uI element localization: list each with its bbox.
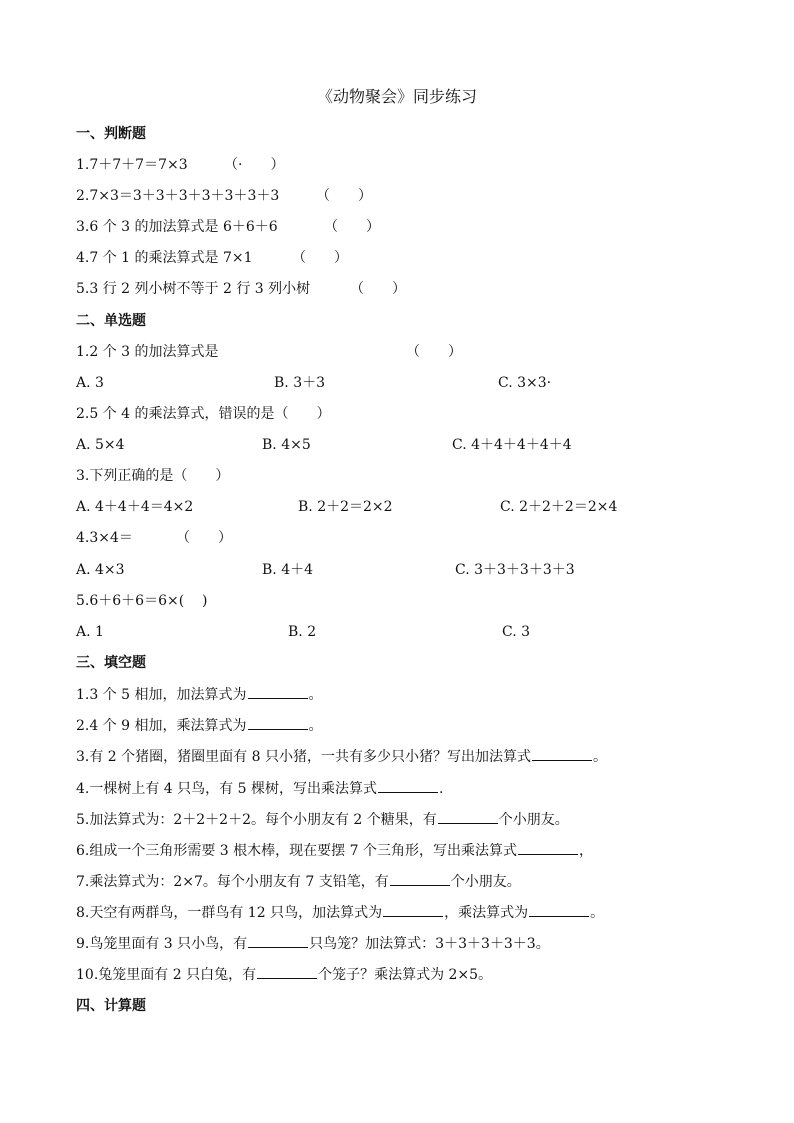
question-text: 。: [590, 905, 605, 921]
choice-5-option-a: A. 1: [76, 624, 104, 640]
answer-blank[interactable]: [518, 840, 578, 855]
question-text: 2.4 个 9 相加，乘法算式为: [76, 718, 247, 734]
question-text: 只鸟笼？加法算式：3＋3＋3＋3＋3。: [309, 936, 550, 952]
choice-3-option-c: C. 2＋2＋2＝2×4: [500, 499, 618, 515]
answer-blank[interactable]: [390, 871, 450, 886]
section-judge-heading: 一、判断题: [76, 126, 146, 142]
judge-question-3: [76, 217, 380, 237]
question-text: 3.6 个 3 的加法算式是 6＋6＋6: [76, 219, 278, 235]
question-text: 。: [308, 718, 323, 734]
fill-question-9: [76, 933, 550, 954]
answer-paren: （· ）: [224, 157, 285, 173]
page-title: 《动物聚会》同步练习: [316, 87, 477, 106]
fill-question-3: [76, 746, 607, 767]
question-text: 1.3 个 5 相加，加法算式为: [76, 687, 247, 703]
answer-blank[interactable]: [532, 746, 592, 761]
choice-question-3: 3.下列正确的是（ ）: [76, 468, 230, 484]
question-text: 4.3×4＝: [76, 530, 133, 546]
choice-4-option-c: C. 3＋3＋3＋3＋3: [455, 562, 575, 578]
fill-question-10: [76, 964, 492, 985]
fill-question-5: [76, 809, 569, 830]
question-text: 5.3 行 2 列小树不等于 2 行 3 列小树: [76, 281, 311, 297]
answer-blank[interactable]: [378, 778, 438, 793]
choice-question-5: 5.6＋6＋6＝6×( ): [76, 593, 208, 609]
question-text: 4.一棵树上有 4 只鸟，有 5 棵树，写出乘法算式: [76, 781, 377, 797]
fill-question-1: [76, 684, 323, 705]
choice-4-option-a: A. 4×3: [76, 562, 125, 578]
choice-5-option-b: B. 2: [288, 624, 317, 640]
answer-paren: （ ）: [406, 344, 462, 360]
choice-2-option-c: C. 4＋4＋4＋4＋4: [452, 437, 572, 453]
judge-question-1: [76, 155, 285, 175]
fill-question-2: [76, 715, 323, 736]
question-text: 1.7＋7＋7＝7×3: [76, 157, 188, 173]
answer-paren: （ ）: [324, 219, 380, 235]
fill-question-8: [76, 902, 604, 923]
question-text: 5.加法算式为：2＋2＋2＋2。每个小朋友有 2 个糖果，有: [76, 812, 437, 828]
question-text: 4.7 个 1 的乘法算式是 7×1: [76, 250, 253, 266]
choice-question-4: [76, 528, 232, 548]
question-text: 9.鸟笼里面有 3 只小鸟，有: [76, 936, 248, 952]
question-text: 1.2 个 3 的加法算式是: [76, 344, 219, 360]
section-calc-heading: 四、计算题: [76, 998, 146, 1014]
answer-blank[interactable]: [529, 902, 589, 917]
answer-paren: （ ）: [316, 188, 372, 204]
choice-2-option-b: B. 4×5: [262, 437, 311, 453]
judge-question-2: [76, 186, 372, 206]
answer-blank[interactable]: [248, 684, 308, 699]
answer-paren: （ ）: [176, 530, 232, 546]
choice-3-option-a: A. 4＋4＋4＝4×2: [76, 499, 194, 515]
choice-1-option-c: C. 3×3·: [498, 375, 552, 391]
question-text: 。: [592, 749, 607, 765]
answer-blank[interactable]: [248, 933, 308, 948]
answer-blank[interactable]: [438, 809, 498, 824]
fill-question-6: [76, 840, 593, 861]
choice-2-option-a: A. 5×4: [76, 437, 125, 453]
answer-paren: （ ）: [292, 250, 348, 266]
choice-5-option-c: C. 3: [502, 624, 531, 640]
question-text: 10.兔笼里面有 2 只白兔，有: [76, 967, 257, 983]
fill-question-4: [76, 778, 443, 799]
question-text: 7.乘法算式为：2×7。每个小朋友有 7 支铅笔，有: [76, 874, 389, 890]
question-text: 个小朋友。: [450, 874, 521, 890]
choice-1-option-b: B. 3＋3: [274, 375, 326, 391]
question-text: 8.天空有两群鸟，一群鸟有 12 只鸟，加法算式为: [76, 905, 383, 921]
section-fill-heading: 三、填空题: [76, 655, 146, 671]
question-text: ，乘法算式为: [444, 905, 529, 921]
answer-blank[interactable]: [383, 902, 443, 917]
question-text: 。: [308, 687, 323, 703]
question-text: ，: [578, 843, 593, 859]
answer-blank[interactable]: [248, 715, 308, 730]
choice-4-option-b: B. 4＋4: [262, 562, 314, 578]
choice-3-option-b: B. 2＋2＝2×2: [298, 499, 393, 515]
choice-question-2: 2.5 个 4 的乘法算式，错误的是（ ）: [76, 406, 331, 422]
judge-question-4: [76, 248, 348, 268]
question-text: 2.7×3＝3＋3＋3＋3＋3＋3＋3: [76, 188, 280, 204]
fill-question-7: [76, 871, 521, 892]
question-text: 个小朋友。: [498, 812, 569, 828]
judge-question-5: [76, 279, 406, 299]
question-text: 3.有 2 个猪圈，猪圈里面有 8 只小猪，一共有多少只小猪？写出加法算式: [76, 749, 531, 765]
question-text: 6.组成一个三角形需要 3 根木棒，现在要摆 7 个三角形，写出乘法算式: [76, 843, 517, 859]
choice-1-option-a: A. 3: [76, 375, 104, 391]
section-choice-heading: 二、单选题: [76, 313, 146, 329]
question-text: 个笼子？乘法算式为 2×5。: [318, 967, 493, 983]
answer-blank[interactable]: [257, 964, 317, 979]
question-text: .: [438, 781, 444, 797]
choice-question-1: [76, 342, 462, 362]
answer-paren: （ ）: [350, 281, 406, 297]
